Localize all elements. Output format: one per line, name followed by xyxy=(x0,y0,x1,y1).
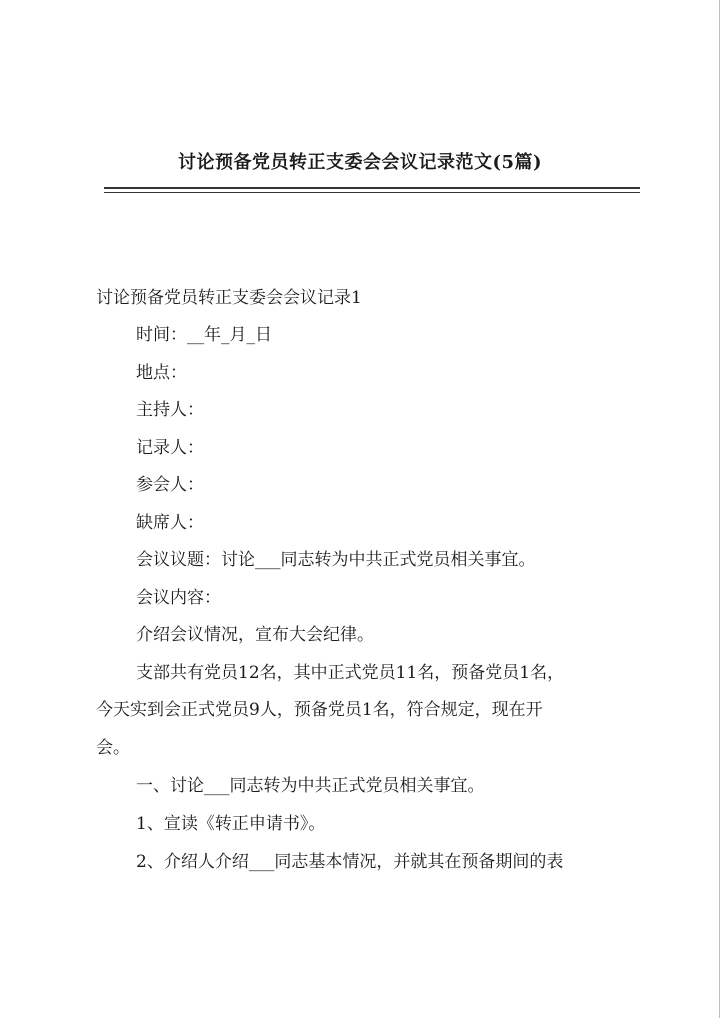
paragraph-line: 1、宣读《转正申请书》。 xyxy=(136,814,326,834)
paragraph-line: 会。 xyxy=(96,738,130,758)
paragraph-line: 支部共有党员12名，其中正式党员11名，预备党员1名， xyxy=(136,663,565,683)
paragraph-line: 介绍会议情况，宣布大会纪律。 xyxy=(136,625,374,645)
paragraph-line: 一、讨论___同志转为中共正式党员相关事宜。 xyxy=(136,776,485,796)
meeting-host: 主持人： xyxy=(136,400,204,420)
meeting-content-label: 会议内容： xyxy=(136,588,221,608)
meeting-attendees: 参会人： xyxy=(136,475,204,495)
meeting-topic: 会议议题：讨论___同志转为中共正式党员相关事宜。 xyxy=(136,550,536,570)
meeting-time: 时间：__年_月_日 xyxy=(136,325,272,345)
document-title: 讨论预备党员转正支委会会议记录范文(5篇) xyxy=(177,152,543,173)
meeting-recorder: 记录人： xyxy=(136,438,204,458)
meeting-location: 地点： xyxy=(136,363,187,383)
title-rule-thick xyxy=(104,187,640,189)
paragraph-line: 今天实到会正式党员9人，预备党员1名，符合规定，现在开 xyxy=(96,700,543,720)
section-heading: 讨论预备党员转正支委会会议记录1 xyxy=(96,288,362,308)
title-rule-thin xyxy=(104,192,640,193)
paragraph-line: 2、介绍人介绍___同志基本情况，并就其在预备期间的表 xyxy=(136,852,564,872)
meeting-absentees: 缺席人： xyxy=(136,513,204,533)
